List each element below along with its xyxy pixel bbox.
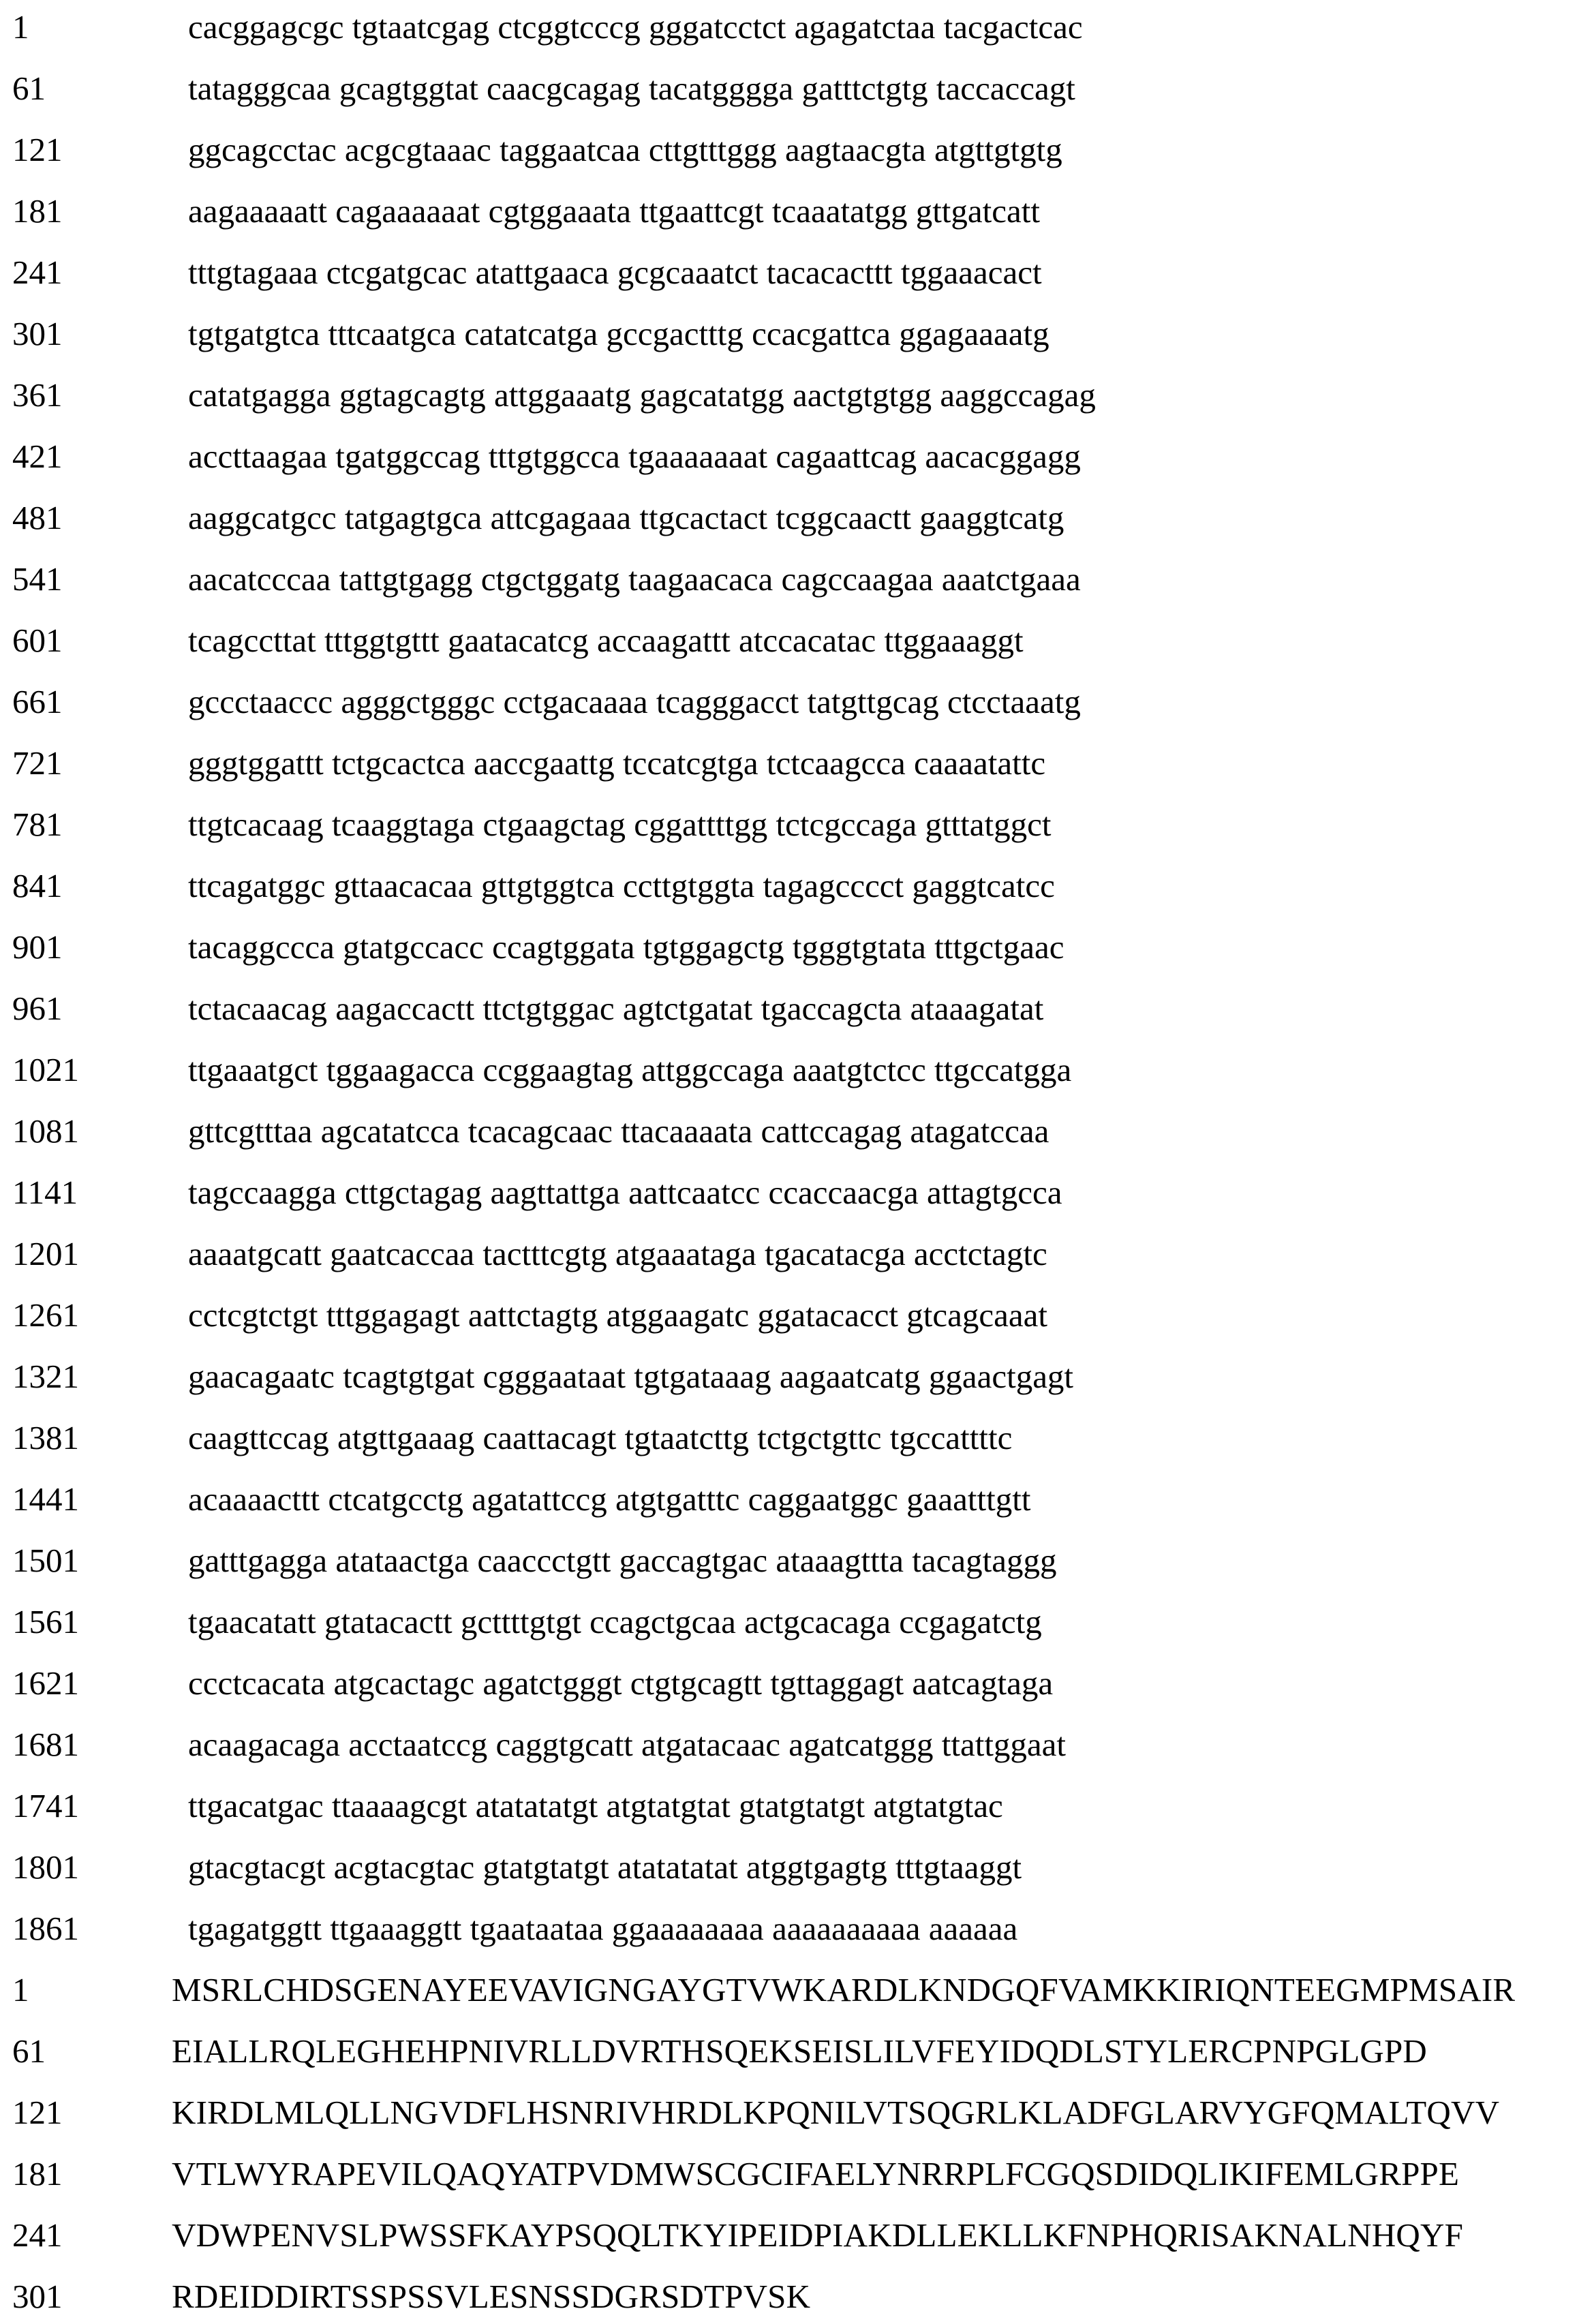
protein-sequence-text: VTLWYRAPEVILQAQYATPVDMWSCGCIFAELYNRRPLFCGQSDIDQLIKIFEMLGRPPE (172, 2155, 1460, 2192)
protein-row (0, 1963, 1594, 2017)
sequence-row (0, 859, 1594, 913)
position-number: 601 (12, 622, 63, 659)
nucleotide-sequence-text: ttcagatggc gttaacacaa gttgtggtca ccttgtggta tagagcccct gaggtcatcc (188, 867, 1055, 904)
nucleotide-sequence-text: caagttccag atgttgaaag caattacagt tgtaatcttg tctgctgttc tgccattttc (188, 1419, 1013, 1456)
nucleotide-sequence-text: gaacagaatc tcagtgtgat cgggaataat tgtgataaag aagaatcatg ggaactgagt (188, 1358, 1074, 1395)
sequence-row (0, 1165, 1594, 1220)
sequence-row (0, 429, 1594, 484)
sequence-row (0, 307, 1594, 361)
sequence-row (0, 1227, 1594, 1281)
sequence-row (0, 1411, 1594, 1465)
sequence-row (0, 368, 1594, 423)
position-number: 1261 (12, 1296, 79, 1334)
position-number: 1201 (12, 1235, 79, 1272)
position-number: 721 (12, 744, 63, 782)
position-number: 481 (12, 499, 63, 536)
nucleotide-sequence-text: ttgacatgac ttaaaagcgt atatatatgt atgtatgtat gtatgtatgt atgtatgtac (188, 1787, 1003, 1824)
position-number: 1381 (12, 1419, 79, 1456)
position-number: 1321 (12, 1358, 79, 1395)
position-number: 181 (12, 2155, 63, 2192)
nucleotide-sequence-text: gggtggattt tctgcactca aaccgaattg tccatcgtga tctcaagcca caaaatattc (188, 744, 1046, 782)
nucleotide-sequence-text: aaggcatgcc tatgagtgca attcgagaaa ttgcactact tcggcaactt gaaggtcatg (188, 499, 1064, 536)
sequence-row (0, 1349, 1594, 1404)
nucleotide-sequence-text: cacggagcgc tgtaatcgag ctcggtcccg gggatcctct agagatctaa tacgactcac (188, 8, 1083, 46)
protein-row (0, 2085, 1594, 2140)
position-number: 1501 (12, 1542, 79, 1579)
protein-sequence-text: RDEIDDIRTSSPSSVLESNSSDGRSDTPVSK (172, 2278, 811, 2315)
sequence-row (0, 245, 1594, 300)
sequence-row (0, 0, 1594, 55)
position-number: 1 (12, 1971, 29, 2008)
position-number: 1741 (12, 1787, 79, 1824)
position-number: 1861 (12, 1910, 79, 1947)
nucleotide-sequence-text: gatttgagga atataactga caaccctgtt gaccagtgac ataaagttta tacagtaggg (188, 1542, 1057, 1579)
nucleotide-sequence-text: catatgagga ggtagcagtg attggaaatg gagcatatgg aactgtgtgg aaggccagag (188, 376, 1096, 414)
nucleotide-sequence-text: tcagccttat tttggtgttt gaatacatcg accaagattt atccacatac ttggaaaggt (188, 622, 1024, 659)
position-number: 1081 (12, 1112, 79, 1150)
protein-sequence-text: KIRDLMLQLLNGVDFLHSNRIVHRDLKPQNILVTSQGRLKLADFGLARVYGFQMALTQVV (172, 2094, 1500, 2131)
nucleotide-sequence-text: ttgaaatgct tggaagacca ccggaagtag attggccaga aaatgtctcc ttgccatgga (188, 1051, 1072, 1088)
nucleotide-sequence-text: tttgtagaaa ctcgatgcac atattgaaca gcgcaaatct tacacacttt tggaaacact (188, 254, 1042, 291)
nucleotide-sequence-text: tatagggcaa gcagtggtat caacgcagag tacatgggga gatttctgtg taccaccagt (188, 70, 1075, 107)
sequence-row (0, 675, 1594, 729)
sequence-row (0, 1104, 1594, 1159)
nucleotide-sequence-text: gttcgtttaa agcatatcca tcacagcaac ttacaaaata cattccagag atagatccaa (188, 1112, 1049, 1150)
position-number: 901 (12, 928, 63, 966)
position-number: 421 (12, 438, 63, 475)
nucleotide-sequence-text: accttaagaa tgatggccag tttgtggcca tgaaaaaaat cagaattcag aacacggagg (188, 438, 1081, 475)
nucleotide-sequence-text: tacaggccca gtatgccacc ccagtggata tgtggagctg tgggtgtata tttgctgaac (188, 928, 1064, 966)
nucleotide-sequence-text: cctcgtctgt tttggagagt aattctagtg atggaagatc ggatacacct gtcagcaaat (188, 1296, 1048, 1334)
position-number: 1141 (12, 1174, 78, 1211)
sequence-row (0, 1779, 1594, 1833)
nucleotide-sequence-text: gtacgtacgt acgtacgtac gtatgtatgt atatatatat atggtgagtg tttgtaaggt (188, 1848, 1022, 1886)
position-number: 241 (12, 254, 63, 291)
position-number: 841 (12, 867, 63, 904)
nucleotide-sequence-text: aaaatgcatt gaatcaccaa tactttcgtg atgaaataga tgacatacga acctctagtc (188, 1235, 1047, 1272)
nucleotide-sequence-text: tgtgatgtca tttcaatgca catatcatga gccgactttg ccacgattca ggagaaaatg (188, 315, 1049, 352)
sequence-row (0, 1717, 1594, 1772)
protein-sequence-text: EIALLRQLEGHEHPNIVRLLDVRTHSQEKSEISLILVFEYIDQDLSTYLERCPNPGLGPD (172, 2032, 1428, 2070)
nucleotide-sequence-text: gccctaaccc agggctgggc cctgacaaaa tcagggacct tatgttgcag ctcctaaatg (188, 683, 1081, 720)
sequence-row (0, 736, 1594, 791)
nucleotide-sequence-text: acaaaacttt ctcatgcctg agatattccg atgtgatttc caggaatggc gaaatttgtt (188, 1480, 1031, 1518)
nucleotide-sequence-text: tagccaagga cttgctagag aagttattga aattcaatcc ccaccaacga attagtgcca (188, 1174, 1062, 1211)
sequence-row (0, 123, 1594, 177)
sequence-row (0, 1533, 1594, 1588)
nucleotide-sequence-text: tgagatggtt ttgaaaggtt tgaataataa ggaaaaaaaa aaaaaaaaaa aaaaaa (188, 1910, 1018, 1947)
nucleotide-sequence-text: aagaaaaatt cagaaaaaat cgtggaaata ttgaattcgt tcaaatatgg gttgatcatt (188, 192, 1041, 230)
position-number: 61 (12, 70, 46, 107)
sequence-row (0, 797, 1594, 852)
nucleotide-sequence-text: tgaacatatt gtatacactt gcttttgtgt ccagctgcaa actgcacaga ccgagatctg (188, 1603, 1042, 1640)
position-number: 301 (12, 2278, 63, 2315)
sequence-row (0, 1472, 1594, 1527)
sequence-row (0, 920, 1594, 975)
position-number: 781 (12, 806, 63, 843)
position-number: 61 (12, 2032, 46, 2070)
position-number: 961 (12, 990, 63, 1027)
protein-row (0, 2024, 1594, 2079)
sequence-row (0, 1595, 1594, 1649)
sequence-row (0, 61, 1594, 116)
position-number: 1021 (12, 1051, 79, 1088)
position-number: 541 (12, 560, 63, 598)
protein-row (0, 2269, 1594, 2324)
position-number: 241 (12, 2216, 63, 2254)
protein-row (0, 2208, 1594, 2263)
sequence-row (0, 1043, 1594, 1097)
sequence-row (0, 981, 1594, 1036)
nucleotide-sequence-text: ttgtcacaag tcaaggtaga ctgaagctag cggattttgg tctcgccaga gtttatggct (188, 806, 1052, 843)
sequence-row (0, 1840, 1594, 1895)
position-number: 1 (12, 8, 29, 46)
position-number: 1621 (12, 1664, 79, 1702)
sequence-row (0, 1288, 1594, 1343)
sequence-row (0, 613, 1594, 668)
position-number: 661 (12, 683, 63, 720)
protein-sequence-text: MSRLCHDSGENAYEEVAVIGNGAYGTVWKARDLKNDGQFVAMKKIRIQNTEEGMPMSAIR (172, 1971, 1516, 2008)
protein-sequence-text: VDWPENVSLPWSSFKAYPSQQLTKYIPEIDPIAKDLLEKLLKFNPHQRISAKNALNHQYF (172, 2216, 1464, 2254)
sequence-row (0, 1656, 1594, 1711)
sequence-row (0, 552, 1594, 607)
position-number: 1681 (12, 1726, 79, 1763)
position-number: 181 (12, 192, 63, 230)
position-number: 301 (12, 315, 63, 352)
position-number: 121 (12, 2094, 63, 2131)
position-number: 1441 (12, 1480, 79, 1518)
sequence-row (0, 491, 1594, 545)
sequence-row (0, 1901, 1594, 1956)
position-number: 1801 (12, 1848, 79, 1886)
position-number: 361 (12, 376, 63, 414)
sequence-row (0, 184, 1594, 239)
nucleotide-sequence-text: acaagacaga acctaatccg caggtgcatt atgatacaac agatcatggg ttattggaat (188, 1726, 1067, 1763)
position-number: 1561 (12, 1603, 79, 1640)
nucleotide-sequence-text: aacatcccaa tattgtgagg ctgctggatg taagaacaca cagccaagaa aaatctgaaa (188, 560, 1081, 598)
nucleotide-sequence-text: tctacaacag aagaccactt ttctgtggac agtctgatat tgaccagcta ataaagatat (188, 990, 1044, 1027)
nucleotide-sequence-text: ccctcacata atgcactagc agatctgggt ctgtgcagtt tgttaggagt aatcagtaga (188, 1664, 1054, 1702)
nucleotide-sequence-text: ggcagcctac acgcgtaaac taggaatcaa cttgtttggg aagtaacgta atgttgtgtg (188, 131, 1062, 168)
protein-row (0, 2147, 1594, 2201)
position-number: 121 (12, 131, 63, 168)
